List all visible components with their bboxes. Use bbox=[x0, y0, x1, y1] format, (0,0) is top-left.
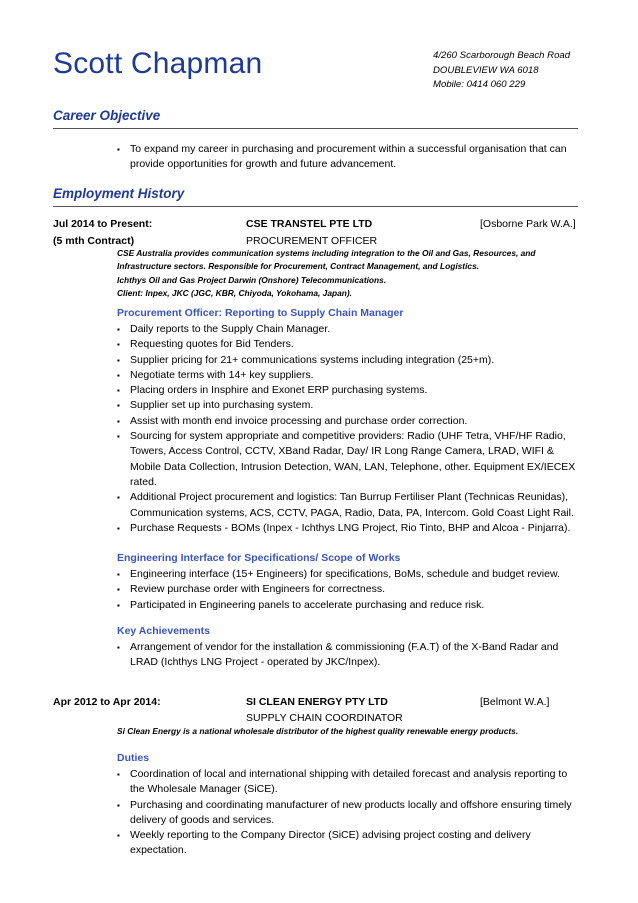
description-text: CSE Australia provides communication systems including integration to the Oil and Gas, Resources, and Infrastructure sectors. Responsible for Procurement, Contract Management, and Logistics. bbox=[117, 248, 536, 272]
bullet-icon: ▪ bbox=[117, 800, 120, 810]
company-description: Si Clean Energy is a national wholesale distributor of the highest quality renewable energy products. bbox=[117, 726, 519, 736]
bullet-icon: ▪ bbox=[117, 355, 120, 365]
subsection-heading: Duties bbox=[117, 752, 150, 764]
bullet-icon: ▪ bbox=[117, 831, 120, 841]
bullet-icon: ▪ bbox=[117, 570, 120, 579]
list-item: ▪ Sourcing for system appropriate and competitive providers: Radio (UHF Tetra, VHF/HF Radio, Towers, Access Control, CCTV, XBand Radar, Day/ IR Long Range Camera, LRAD, WIFI & Mobile Data Collection, Intrusion Detection, WAN, LAN, Telephone, other. Equipment EX/IECEX rated. bbox=[117, 430, 576, 488]
mobile-number: Mobile: 0414 060 229 bbox=[433, 79, 526, 90]
list-item: ▪ Supplier pricing for 21+ communications systems including integration (25+m). bbox=[117, 353, 579, 368]
key-achievements-list bbox=[117, 640, 579, 671]
job-position: PROCUREMENT OFFICER bbox=[246, 235, 378, 247]
job-dates: Jul 2014 to Present: bbox=[53, 218, 153, 230]
bullet-icon: ▪ bbox=[117, 493, 120, 503]
job-dates: Apr 2012 to Apr 2014: bbox=[53, 696, 161, 708]
bullet-icon: ▪ bbox=[117, 770, 120, 779]
bullet-icon: ▪ bbox=[117, 600, 120, 610]
list-item: ▪ Supplier set up into purchasing system. bbox=[117, 398, 579, 413]
duties-list bbox=[117, 767, 579, 859]
contact-block bbox=[433, 49, 570, 93]
job-company: CSE TRANSTEL PTE LTD bbox=[246, 218, 373, 230]
section-title-employment-history: Employment History bbox=[53, 186, 185, 201]
candidate-name: Scott Chapman bbox=[53, 47, 263, 80]
list-item: ▪ Placing orders in Insphire and Exonet ERP purchasing systems. bbox=[117, 383, 579, 398]
career-objective-list bbox=[117, 142, 572, 173]
list-item: ▪ Engineering interface (15+ Engineers) for specifications, BoMs, schedule and budget review. bbox=[117, 567, 579, 582]
bullet-icon: ▪ bbox=[117, 432, 120, 442]
bullet-icon: ▪ bbox=[117, 643, 120, 652]
list-item: ▪ Participated in Engineering panels to accelerate purchasing and reduce risk. bbox=[117, 598, 579, 613]
subsection-heading: Procurement Officer: Reporting to Supply Chain Manager bbox=[117, 307, 404, 319]
address-line-2: DOUBLEVIEW WA 6018 bbox=[433, 64, 539, 76]
address-line-1: 4/260 Scarborough Beach Road bbox=[433, 50, 571, 61]
section-divider bbox=[53, 206, 578, 207]
bullet-icon: ▪ bbox=[117, 416, 120, 426]
section-title-career-objective: Career Objective bbox=[53, 108, 161, 123]
job-location: [Belmont W.A.] bbox=[480, 696, 550, 708]
bullet-icon: ▪ bbox=[117, 370, 120, 380]
bullet-icon: ▪ bbox=[117, 145, 120, 154]
subsection-heading: Key Achievements bbox=[117, 625, 210, 637]
list-item: ▪ Requesting quotes for Bid Tenders. bbox=[117, 337, 579, 352]
list-item: ▪ Daily reports to the Supply Chain Manager. bbox=[117, 322, 579, 337]
bullet-icon: ▪ bbox=[117, 325, 120, 334]
list-item: ▪ To expand my career in purchasing and procurement within a successful organisation that can provide opportunities for growth and future advancement. bbox=[117, 143, 567, 171]
bullet-icon: ▪ bbox=[117, 523, 120, 533]
company-description bbox=[117, 247, 587, 301]
job-company: SI CLEAN ENERGY PTY LTD bbox=[246, 696, 388, 708]
subsection-heading: Engineering Interface for Specifications/ Scope of Works bbox=[117, 552, 401, 564]
list-item: ▪ Arrangement of vendor for the installation & commissioning (F.A.T) of the X-Band Radar and LRAD (Ichthys LNG Project - operated by JKC/Inpex). bbox=[117, 641, 559, 669]
bullet-icon: ▪ bbox=[117, 585, 120, 595]
list-item: ▪ Review purchase order with Engineers for correctness. bbox=[117, 582, 579, 597]
list-item: ▪ Negotiate terms with 14+ key suppliers. bbox=[117, 368, 579, 383]
list-item: ▪ Weekly reporting to the Company Director (SiCE) advising project costing and delivery expectation. bbox=[117, 829, 531, 857]
duties-list bbox=[117, 322, 579, 536]
list-item: ▪ Coordination of local and international shipping with detailed forecast and analysis reporting to the Wholesale Manager (SiCE). bbox=[117, 768, 568, 796]
list-item: ▪ Additional Project procurement and logistics: Tan Burrup Fertiliser Plant (Technicas Reunidas), Communication systems, ACS, CCTV, PAGA, Radio, Data, PA, Intercom. Gold Coast Light Rail. bbox=[117, 491, 574, 519]
section-divider bbox=[53, 128, 578, 129]
bullet-icon: ▪ bbox=[117, 340, 120, 350]
job-contract-length: (5 mth Contract) bbox=[53, 235, 135, 247]
list-item: ▪ Purchase Requests - BOMs (Inpex - Ichthys LNG Project, Rio Tinto, BHP and Alcoa - Pinjarra). bbox=[117, 521, 579, 536]
description-text: Client: Inpex, JKC (JGC, KBR, Chiyoda, Yokohama, Japan). bbox=[117, 288, 353, 299]
job-position: SUPPLY CHAIN COORDINATOR bbox=[246, 712, 403, 724]
list-item: ▪ Assist with month end invoice processing and purchase order correction. bbox=[117, 414, 579, 429]
bullet-icon: ▪ bbox=[117, 401, 120, 411]
job-location: [Osborne Park W.A.] bbox=[480, 218, 576, 230]
description-text: Ichthys Oil and Gas Project Darwin (Onshore) Telecommunications. bbox=[117, 274, 387, 285]
engineering-interface-list bbox=[117, 567, 579, 613]
bullet-icon: ▪ bbox=[117, 386, 120, 396]
list-item: ▪ Purchasing and coordinating manufacturer of new products locally and offshore ensuring timely delivery of goods and services. bbox=[117, 798, 572, 826]
